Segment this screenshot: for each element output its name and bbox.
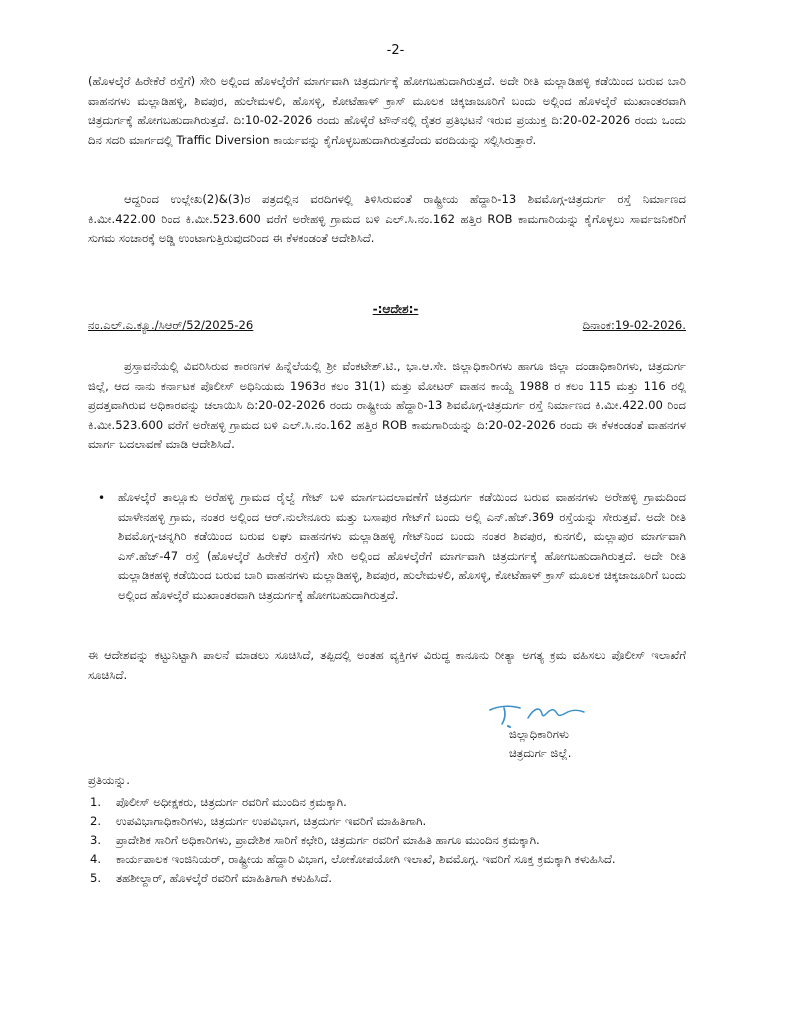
page-number: -2- [386,43,405,58]
bullet-paragraph: ಹೊಳಲ್ಕೆರೆ ತಾಲ್ಲೂಕು ಅರೆಹಳ್ಳಿ ಗ್ರಾಮದ ರೈಲ್ವೆ ಗೇಟ್ ಬಳಿ ಮಾರ್ಗಬದಲಾವಣೆಗೆ ಚಿತ್ರದುರ್ಗ ಕಡೆಯಿಂದ ಬರುವ ವಾಹನಗಳು ಅರೇಹಳ್ಳಿ ಗ್ರಾಮದಿಂದ ಮಾಳೇನಹಳ್ಳಿ ಗ್ರಾಮ, ನಂತರ ಅಲ್ಲಿಂದ ಆರ್.ನುಲೇನೂರು ಮತ್ತು ಬಸಾಪುರ ಗೇಟ್‌ಗೆ ಬಂದು ಅಲ್ಲಿ ಎನ್.ಹೆಚ್.369 ರಸ್ತೆಯನ್ನು ಸೇರುತ್ತವೆ. ಅದೇ ರೀತಿ ಶಿವಮೊಗ್ಗ-ಚನ್ನಗಿರಿ ಕಡೆಯಿಂದ ಬರುವ ಲಘು ವಾಹನಗಳು ಮಲ್ಲಾಡಿಹಳ್ಳಿ ಗೇಟ್‌ನಿಂದ ಬಂದು ನಂತರ ಶಿವಪುರ, ಕುನಗಲಿ, ಮಲ್ಲಾಪುರ ಮಾರ್ಗವಾಗಿ ಎಸ್.ಹೆಚ್-47 ರಸ್ತೆ (ಹೊಳಲ್ಕೆರೆ ಹಿರೇಕೆರೆ ರಸ್ತೆಗೆ) ಸೇರಿ ಅಲ್ಲಿಂದ ಹೊಳಲ್ಕೆರೆಗೆ ಮಾರ್ಗವಾಗಿ ಚಿತ್ರದುರ್ಗಕ್ಕೆ ಹೋಗಬಹುದಾಗಿರುತ್ತದೆ. ಅದೇ ರೀತಿ ಮಲ್ಲಾಡಿಕಹಳ್ಳಿ ಕಡೆಯಿಂದ ಬರುವ ಬಾರಿ ವಾಹನಗಳು ಮಲ್ಲಾಡಿಹಳ್ಳಿ, ಶಿವಪುರ, ಹುಲೇಮಳಲಿ, ಹೊಸಳ್ಳಿ, ಕೋಟೆಹಾಳ್ ಕ್ರಾಸ್ ಮೂಲಕ ಚಿಕ್ಕಜಾಜೂರಿಗೆ ಬಂದು ಅಲ್ಲಿಂದ ಹೊಳಲ್ಕೆರೆ ಮುಖಾಂತರವಾಗಿ ಚಿತ್ರದುರ್ಗಕ್ಕೆ ಹೋಗಬಹುದಾಗಿರುತ್ತದೆ. [118,490,686,602]
list-item: 5. ತಹಶೀಲ್ದಾರ್, ಹೊಳಲ್ಕೆರೆ ರವರಿಗೆ ಮಾಹಿತಿಗಾಗಿ ಕಳುಹಿಸಿದೆ. [90,871,333,885]
order-reference-line [88,318,686,333]
copies-title: ಪ್ರತಿಯನ್ನು. [88,773,130,787]
order-date: ದಿನಾಂಕ:19-02-2026. [582,318,686,332]
signatory-designation [509,725,571,763]
continuation-paragraph: (ಹೊಳಲ್ಕೆರೆ ಹಿರೇಕೆರೆ ರಸ್ತೆಗೆ) ಸೇರಿ ಅಲ್ಲಿಂದ ಹೊಳಲ್ಕೆರೆಗೆ ಮಾರ್ಗವಾಗಿ ಚಿತ್ರದುರ್ಗಕ್ಕೆ ಹೋಗಬಹುದಾಗಿರುತ್ತದೆ. ಅದೇ ರೀತಿ ಮಲ್ಲಾಡಿಹಳ್ಳಿ ಕಡೆಯಿಂದ ಬರುವ ಬಾರಿ ವಾಹನಗಳು ಮಲ್ಲಾಡಿಹಳ್ಳಿ, ಶಿವಪುರ, ಹುಲೇಮಳಲಿ, ಹೊಸಳ್ಳಿ, ಕೋಟೆಹಾಳ್ ಕ್ರಾಸ್ ಮೂಲಕ ಚಿಕ್ಕಜಾಜೂರಿಗೆ ಬಂದು ಅಲ್ಲಿಂದ ಹೊಳಲ್ಕೆರೆ ಮುಖಾಂತರವಾಗಿ ಚಿತ್ರದುರ್ಗಕ್ಕೆ ಹೋಗಬಹುದಾಗಿರುತ್ತದೆ. ದಿ:10-02-2026 ರಂದು ಹೊಳ್ಕೆರೆ ಟೌನ್‌ನಲ್ಲಿ ರೈತರ ಪ್ರತಿಭಟನೆ ಇರುವ ಪ್ರಯುಕ್ತ ದಿ:20-02-2026 ರಂದು ಒಂದು ದಿನ ಸದರಿ ಮಾರ್ಗದಲ್ಲಿ Traffic Diversion ಕಾರ್ಯವನ್ನು ಕೈಗೊಳ್ಳಬಹುದಾಗಿರುತ್ತದೆಂದು ವರದಿಯನ್ನು ಸಲ್ಲಿಸಿರುತ್ತಾರೆ. [88,74,686,147]
designation-line-1: ಜಿಲ್ಲಾಧಿಕಾರಿಗಳು [509,727,569,741]
copies-list [90,793,690,888]
order-number: ನಂ.ಎಲ್.ಎ.ಕ್ಯೂ./ಸಿಆರ್/52/2025-26 [88,318,254,332]
designation-line-2: ಚಿತ್ರದುರ್ಗ ಜಿಲ್ಲೆ. [509,746,572,760]
list-item: 1. ಪೊಲೀಸ್ ಅಧೀಕ್ಷಕರು, ಚಿತ್ರದುರ್ಗ ರವರಿಗೆ ಮುಂದಿನ ಕ್ರಮಕ್ಕಾಗಿ. [90,795,347,809]
bullet-icon: • [98,491,106,505]
order-paragraph: ಪ್ರಸ್ತಾವನೆಯಲ್ಲಿ ವಿವರಿಸಿರುವ ಕಾರಣಗಳ ಹಿನ್ನೆಲೆಯಲ್ಲಿ ಶ್ರೀ ವೆಂಕಟೇಶ್.ಟಿ., ಭಾ.ಆ.ಸೇ. ಜಿಲ್ಲಾಧಿಕಾರಿಗಳು ಹಾಗೂ ಜಿಲ್ಲಾ ದಂಡಾಧಿಕಾರಿಗಳು, ಚಿತ್ರದುರ್ಗ ಜಿಲ್ಲೆ, ಆದ ನಾನು ಕರ್ನಾಟಕ ಪೊಲೀಸ್ ಅಧಿನಿಯಮ 1963ರ ಕಲಂ 31(1) ಮತ್ತು ಮೋಟರ್ ವಾಹನ ಕಾಯ್ದೆ 1988 ರ ಕಲಂ 115 ಮತ್ತು 116 ರಲ್ಲಿ ಪ್ರದತ್ತವಾಗಿರುವ ಅಧಿಕಾರವನ್ನು ಚಲಾಯಿಸಿ ದಿ:20-02-2026 ರಂದು ರಾಷ್ಟ್ರೀಯ ಹೆದ್ದಾರಿ-13 ಶಿವಮೊಗ್ಗ-ಚಿತ್ರದುರ್ಗ ರಸ್ತೆ ನಿರ್ಮಾಣದ ಕಿ.ಮೀ.422.00 ರಿಂದ ಕಿ.ಮೀ.523.600 ವರೆಗೆ ಅರೇಹಳ್ಳಿ ಗ್ರಾಮದ ಬಳಿ ಎಲ್.ಸಿ.ನಂ.162 ಹತ್ತಿರ ROB ಕಾಮಗಾರಿಯನ್ನು ದಿ:20-02-2026 ರಂದು ಈ ಕೆಳಕಂಡಂತೆ ವಾಹನಗಳ ಮಾರ್ಗ ಬದಲಾವಣೆ ಮಾಡಿ ಆದೇಶಿಸಿದೆ. [88,359,686,452]
reference-paragraph: ಆದ್ದರಿಂದ ಉಲ್ಲೇಖ(2)&(3)ರ ಪತ್ರದಲ್ಲಿನ ವರದಿಗಳಲ್ಲಿ ತಿಳಿಸಿರುವಂತೆ ರಾಷ್ಟ್ರೀಯ ಹೆದ್ದಾರಿ-13 ಶಿವಮೊಗ್ಗ-ಚಿತ್ರದುರ್ಗ ರಸ್ತೆ ನಿರ್ಮಾಣದ ಕಿ.ಮೀ.422.00 ರಿಂದ ಕಿ.ಮೀ.523.600 ವರೆಗೆ ಅರೇಹಳ್ಳಿ ಗ್ರಾಮದ ಬಳಿ ಎಲ್.ಸಿ.ನಂ.162 ಹತ್ತಿರ ROB ಕಾಮಗಾರಿಯನ್ನು ಕೈಗೊಳ್ಳಲು ಸಾರ್ವಜನಿಕರಿಗೆ ಸುಗಮ ಸಂಚಾರಕ್ಕೆ ಅಡ್ಡಿ ಉಂಟಾಗುತ್ತಿರುವುದರಿಂದ ಈ ಕೆಳಕಂಡಂತೆ ಆದೇಶಿಸಿದೆ. [88,192,686,246]
list-item: 3. ಪ್ರಾದೇಶಿಕ ಸಾರಿಗೆ ಅಧಿಕಾರಿಗಳು, ಪ್ರಾದೇಶಿಕ ಸಾರಿಗೆ ಕಛೇರಿ, ಚಿತ್ರದುರ್ಗ ರವರಿಗೆ ಮಾಹಿತಿ ಹಾಗೂ ಮುಂದಿನ ಕ್ರಮಕ್ಕಾಗಿ. [90,833,540,847]
compliance-paragraph: ಈ ಆದೇಶವನ್ನು ಕಟ್ಟುನಿಟ್ಟಾಗಿ ಪಾಲನೆ ಮಾಡಲು ಸೂಚಿಸಿದೆ, ತಪ್ಪಿದಲ್ಲಿ ಅಂತಹ ವ್ಯಕ್ತಿಗಳ ವಿರುದ್ಧ ಕಾನೂನು ರೀತ್ಯಾ ಅಗತ್ಯ ಕ್ರಮ ವಹಿಸಲು ಪೊಲೀಸ್ ಇಲಾಖೆಗೆ ಸೂಚಿಸಿದೆ. [88,648,686,682]
list-item: 2. ಉಪವಿಭಾಗಾಧಿಕಾರಿಗಳು, ಚಿತ್ರದುರ್ಗ ಉಪವಿಭಾಗ, ಚಿತ್ರದುರ್ಗ ಇವರಿಗೆ ಮಾಹಿತಿಗಾಗಿ. [90,814,427,828]
order-title: -:ಆದೇಶ:- [372,302,419,316]
list-item: 4. ಕಾರ್ಯಪಾಲಕ ಇಂಜಿನಿಯರ್, ರಾಷ್ಟ್ರೀಯ ಹೆದ್ದಾರಿ ವಿಭಾಗ, ಲೋಕೋಪಯೋಗಿ ಇಲಾಖೆ, ಶಿವಮೊಗ್ಗ. ಇವರಿಗೆ ಸೂಕ್ತ ಕ್ರಮಕ್ಕಾಗಿ ಕಳುಹಿಸಿದೆ. [90,852,616,866]
